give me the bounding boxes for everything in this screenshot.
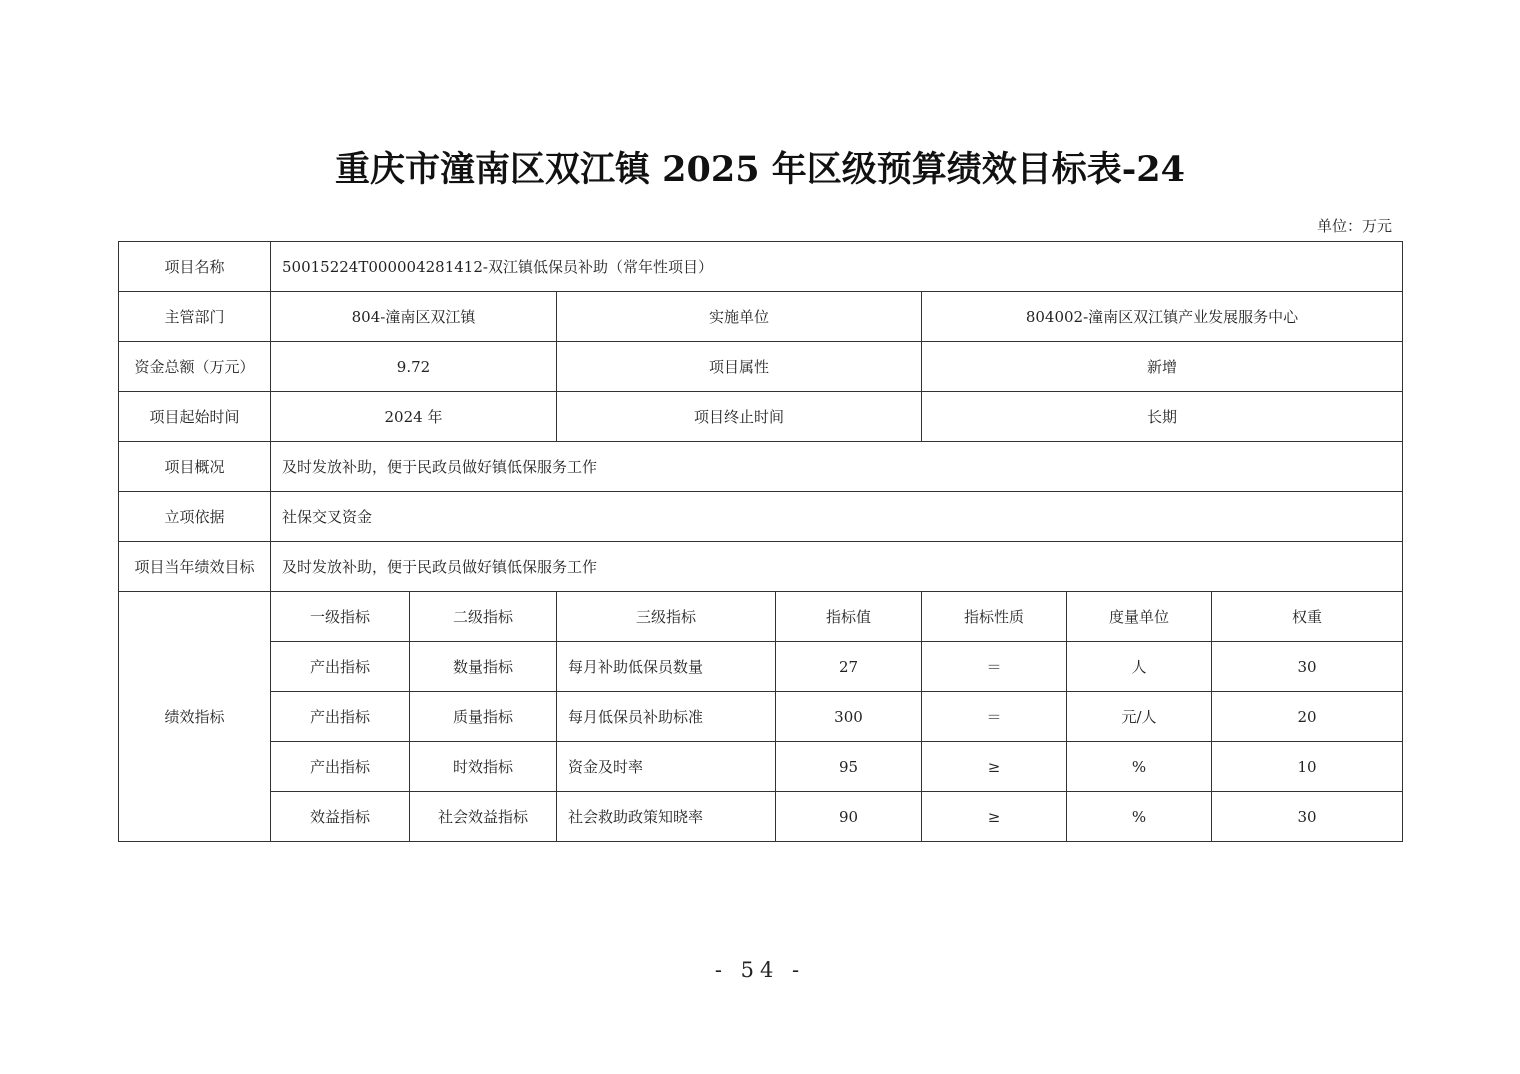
level1-cell: 效益指标 (271, 792, 410, 842)
unit-cell: 人 (1067, 642, 1212, 692)
impl-value: 804002-潼南区双江镇产业发展服务中心 (922, 292, 1403, 342)
level1-cell: 产出指标 (271, 642, 410, 692)
nature-cell: ＝ (922, 642, 1067, 692)
goal-label: 项目当年绩效目标 (119, 542, 271, 592)
table-row (119, 292, 1403, 342)
start-label: 项目起始时间 (119, 392, 271, 442)
attr-value: 新增 (922, 342, 1403, 392)
weight-cell: 20 (1212, 692, 1403, 742)
level2-cell: 时效指标 (410, 742, 557, 792)
start-value: 2024 年 (271, 392, 557, 442)
page-number: - 54 - (714, 958, 806, 982)
level3-cell: 每月补助低保员数量 (557, 642, 776, 692)
indicator-header-row (119, 592, 1403, 642)
unit-label: 单位：万元 (1316, 217, 1392, 235)
header-unit: 度量单位 (1067, 592, 1212, 642)
overview-label: 项目概况 (119, 442, 271, 492)
indicator-row (119, 742, 1403, 792)
end-value: 长期 (922, 392, 1403, 442)
header-weight: 权重 (1212, 592, 1403, 642)
indicator-row (119, 642, 1403, 692)
table-row (119, 392, 1403, 442)
weight-cell: 30 (1212, 792, 1403, 842)
header-nature: 指标性质 (922, 592, 1067, 642)
level2-cell: 质量指标 (410, 692, 557, 742)
nature-cell: ≥ (922, 742, 1067, 792)
indicator-row (119, 792, 1403, 842)
level2-cell: 数量指标 (410, 642, 557, 692)
value-cell: 300 (776, 692, 922, 742)
table-row (119, 242, 1403, 292)
end-label: 项目终止时间 (557, 392, 922, 442)
nature-cell: ≥ (922, 792, 1067, 842)
level3-cell: 每月低保员补助标准 (557, 692, 776, 742)
nature-cell: ＝ (922, 692, 1067, 742)
table-row (119, 442, 1403, 492)
level2-cell: 社会效益指标 (410, 792, 557, 842)
value-cell: 27 (776, 642, 922, 692)
level3-cell: 资金及时率 (557, 742, 776, 792)
unit-cell: % (1067, 742, 1212, 792)
page-title: 重庆市潼南区双江镇 2025 年区级预算绩效目标表-24 (334, 149, 1186, 190)
table-row (119, 492, 1403, 542)
header-level3: 三级指标 (557, 592, 776, 642)
header-level2: 二级指标 (410, 592, 557, 642)
weight-cell: 10 (1212, 742, 1403, 792)
project-name-label: 项目名称 (119, 242, 271, 292)
unit-cell: 元/人 (1067, 692, 1212, 742)
goal-value: 及时发放补助，便于民政员做好镇低保服务工作 (271, 542, 1403, 592)
project-name-value: 50015224T000004281412-双江镇低保员补助（常年性项目） (271, 242, 1403, 292)
impl-label: 实施单位 (557, 292, 922, 342)
value-cell: 90 (776, 792, 922, 842)
unit-cell: % (1067, 792, 1212, 842)
overview-value: 及时发放补助，便于民政员做好镇低保服务工作 (271, 442, 1403, 492)
basis-value: 社保交叉资金 (271, 492, 1403, 542)
performance-target-table (118, 241, 1403, 842)
table-row (119, 542, 1403, 592)
dept-value: 804-潼南区双江镇 (271, 292, 557, 342)
header-value: 指标值 (776, 592, 922, 642)
level3-cell: 社会救助政策知晓率 (557, 792, 776, 842)
level1-cell: 产出指标 (271, 742, 410, 792)
value-cell: 95 (776, 742, 922, 792)
funds-label: 资金总额（万元） (119, 342, 271, 392)
table-row (119, 342, 1403, 392)
dept-label: 主管部门 (119, 292, 271, 342)
header-level1: 一级指标 (271, 592, 410, 642)
attr-label: 项目属性 (557, 342, 922, 392)
weight-cell: 30 (1212, 642, 1403, 692)
indicators-section-label: 绩效指标 (119, 592, 271, 842)
funds-value: 9.72 (271, 342, 557, 392)
level1-cell: 产出指标 (271, 692, 410, 742)
indicator-row (119, 692, 1403, 742)
basis-label: 立项依据 (119, 492, 271, 542)
